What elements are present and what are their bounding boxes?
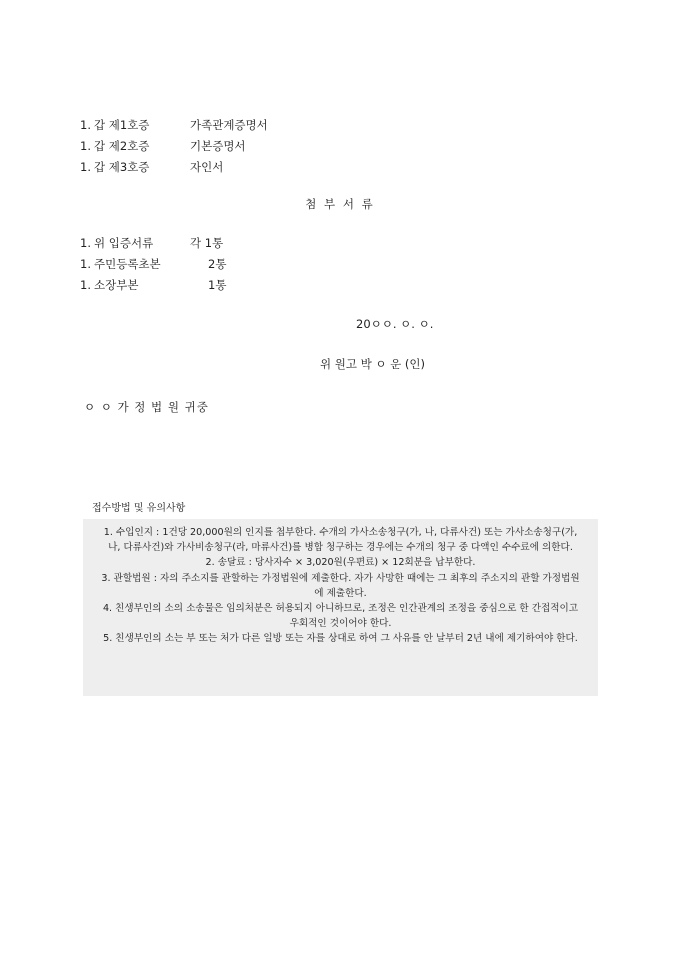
signer-line: 위 원고 박 ㅇ 운 (인) <box>320 357 426 371</box>
attachment-item <box>80 275 380 296</box>
attachment-number: 1. <box>80 257 91 271</box>
notice-item: 1. 수입인지 : 1건당 20,000원의 인지를 첩부한다. 수개의 가사소송청구(가, 나, 다류사건) 또는 가사소송청구(가, 나, 다류사건)와 가사비송청구(라, 마류사건)를 병합 청구하는 경우에는 수개의 청구 중 다액인 수수료에 의한다. <box>103 527 578 554</box>
attachments-heading: 첨 부 서 류 <box>305 197 375 211</box>
attachment-count: 1통 <box>208 278 227 292</box>
evidence-list <box>80 115 500 178</box>
evidence-number: 1. <box>80 139 91 153</box>
attachment-number: 1. <box>80 278 91 292</box>
notice-item: 4. 친생부인의 소의 소송물은 임의처분은 허용되지 아니하므로, 조정은 인간관계의 조정을 중심으로 한 간접적이고 우회적인 것이어야 한다. <box>102 603 579 630</box>
attachment-item <box>80 233 380 254</box>
notice-heading: 접수방법 및 유의사항 <box>92 503 186 514</box>
court-addressee: ㅇ ㅇ 가 정 법 원 귀중 <box>84 400 209 414</box>
evidence-number: 1. <box>80 118 91 132</box>
attachments-list <box>80 233 380 296</box>
evidence-code: 갑 제2호증 <box>94 139 150 153</box>
evidence-item <box>80 136 500 157</box>
attachment-count: 2통 <box>208 257 227 271</box>
attachment-number: 1. <box>80 236 91 250</box>
notice-box <box>83 519 598 696</box>
evidence-item <box>80 115 500 136</box>
document-date: 20ㅇㅇ. ㅇ. ㅇ. <box>356 317 434 331</box>
attachment-name: 소장부본 <box>94 278 139 292</box>
attachment-count: 각 1통 <box>190 236 224 250</box>
attachment-item <box>80 254 380 275</box>
attachment-name: 위 입증서류 <box>94 236 154 250</box>
notice-item: 5. 친생부인의 소는 부 또는 처가 다른 일방 또는 자를 상대로 하여 그 사유를 안 날부터 2년 내에 제기하여야 한다. <box>103 633 578 645</box>
evidence-item <box>80 157 500 178</box>
evidence-name: 가족관계증명서 <box>190 118 268 132</box>
evidence-code: 갑 제1호증 <box>94 118 150 132</box>
notice-item: 3. 관할법원 : 자의 주소지를 관할하는 가정법원에 제출한다. 자가 사망한 때에는 그 최후의 주소지의 관할 가정법원에 제출한다. <box>101 572 580 599</box>
evidence-name: 기본증명서 <box>190 139 246 153</box>
attachment-name: 주민등록초본 <box>94 257 161 271</box>
evidence-number: 1. <box>80 160 91 174</box>
evidence-name: 자인서 <box>190 160 224 174</box>
evidence-code: 갑 제3호증 <box>94 160 150 174</box>
notice-item: 2. 송달료 : 당사자수 × 3,020원(우편료) × 12회분을 납부한다. <box>205 557 476 569</box>
